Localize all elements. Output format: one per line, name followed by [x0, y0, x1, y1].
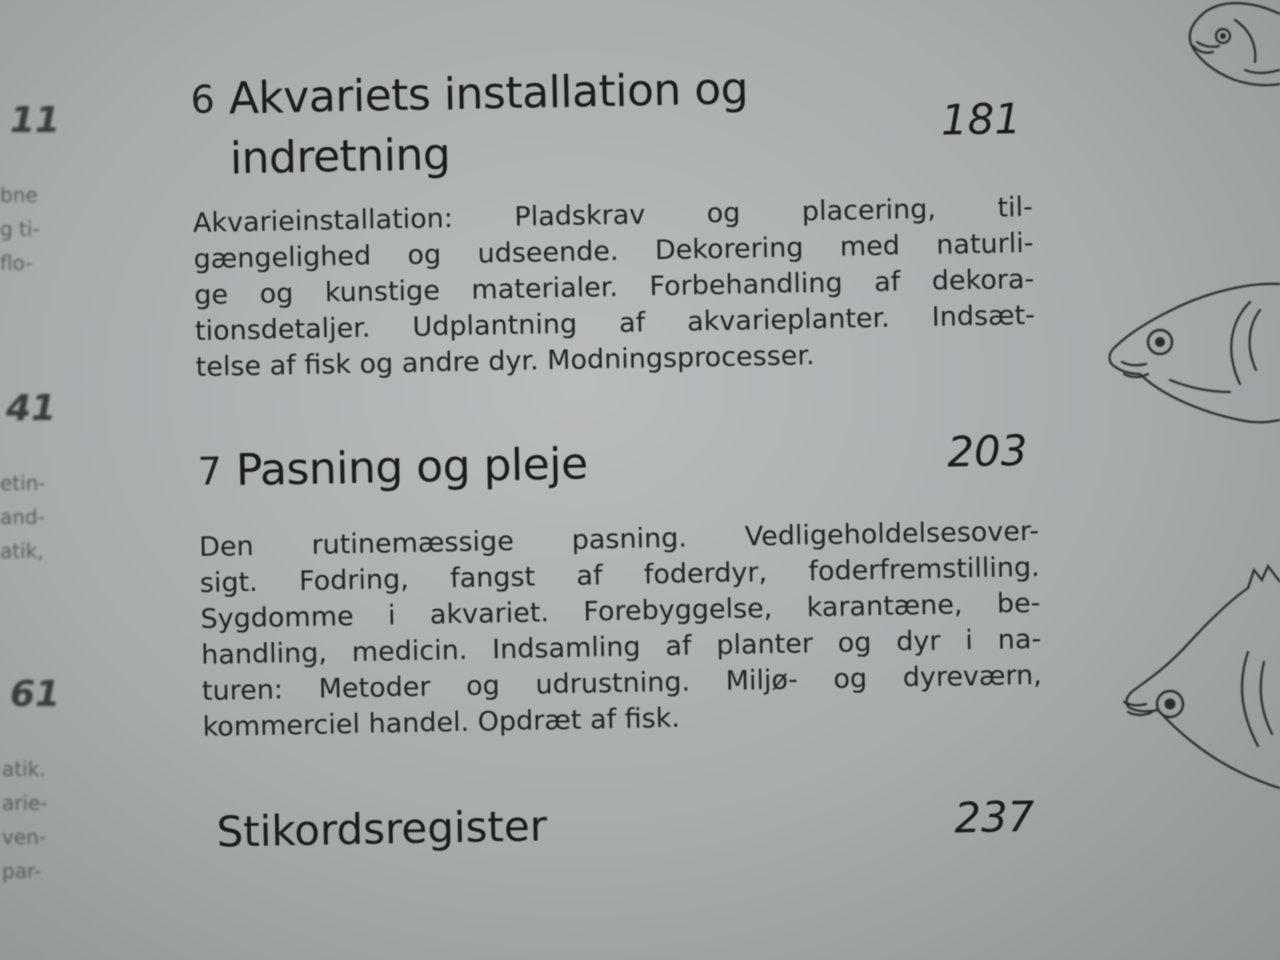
description-line: ge og kunstige materialer. Forbehandling af dekora-: [194, 263, 1035, 311]
register-title: Stikordsregister: [216, 801, 548, 857]
description-line: telse af fisk og andre dyr. Modningsprocesser.: [195, 340, 815, 383]
left-fragment-group-1: [0, 178, 40, 280]
register-page-number: 237: [953, 791, 1035, 843]
chapter-title-line: Akvariets installation og: [228, 63, 749, 125]
chapter-description: [199, 514, 1043, 746]
left-page-number-2: 41: [6, 388, 57, 429]
description-line: tionsdetaljer. Udplantning af akvarieplanter. Indsæt-: [194, 299, 1036, 347]
chapter-description: [193, 190, 1036, 386]
left-fragment-group-2: [0, 466, 46, 568]
left-fragment: atik.: [2, 757, 46, 781]
chapter-7-entry: [197, 426, 1043, 746]
chapter-page-number: 181: [940, 94, 1022, 145]
left-fragment: ven-: [2, 825, 47, 849]
fish-illustration-bottom: [1108, 562, 1280, 792]
left-fragment: atik,: [0, 539, 44, 563]
description-line: Akvarieinstallation: Pladskrav og placering, til-: [192, 191, 1034, 239]
chapter-6-entry: [190, 54, 1036, 386]
description-line: gængelighed og udseende. Dekorering med naturli-: [193, 227, 1034, 275]
description-line: kommerciel handel. Opdræt af fisk.: [202, 702, 681, 743]
chapter-number: 7: [197, 449, 223, 494]
left-page-number-3: 61: [10, 674, 61, 715]
description-line: Den rutinemæssige pasning. Vedligeholdelsesover-: [198, 515, 1040, 563]
description-line: Sygdomme i akvariet. Forebyggelse, karantæne, be-: [200, 587, 1041, 635]
description-line: turen: Metoder og udrustning. Miljø- og dyreværn,: [201, 659, 1043, 707]
fish-illustration-top: [1085, 0, 1280, 100]
left-fragment: etin-: [0, 471, 46, 495]
left-fragment: bne: [0, 183, 38, 207]
fish-illustration-middle: [1100, 262, 1280, 437]
left-fragment: and-: [0, 505, 45, 529]
chapter-title: [235, 434, 588, 501]
left-fragment: par-: [2, 859, 42, 883]
left-fragment: arie-: [2, 791, 48, 815]
description-line: sigt. Fodring, fangst af foderdyr, foderfremstilling.: [199, 551, 1041, 599]
left-fragment: flo-: [0, 251, 33, 275]
chapter-number: 6: [190, 77, 216, 122]
chapter-page-number: 203: [946, 425, 1028, 477]
register-entry: [204, 792, 1045, 857]
left-page-number-1: 11: [10, 100, 61, 141]
table-of-contents: [190, 54, 1045, 857]
description-line: handling, medicin. Indsamling af planter og dyr i na-: [200, 623, 1042, 671]
left-fragment: g ti-: [0, 217, 40, 241]
left-fragment-group-3: [2, 752, 48, 888]
chapter-heading: [190, 54, 1032, 190]
chapter-title: [228, 59, 750, 189]
chapter-heading: [197, 426, 1038, 502]
chapter-title-line: Pasning og pleje: [235, 438, 589, 497]
chapter-title-line: indretning: [229, 129, 451, 185]
